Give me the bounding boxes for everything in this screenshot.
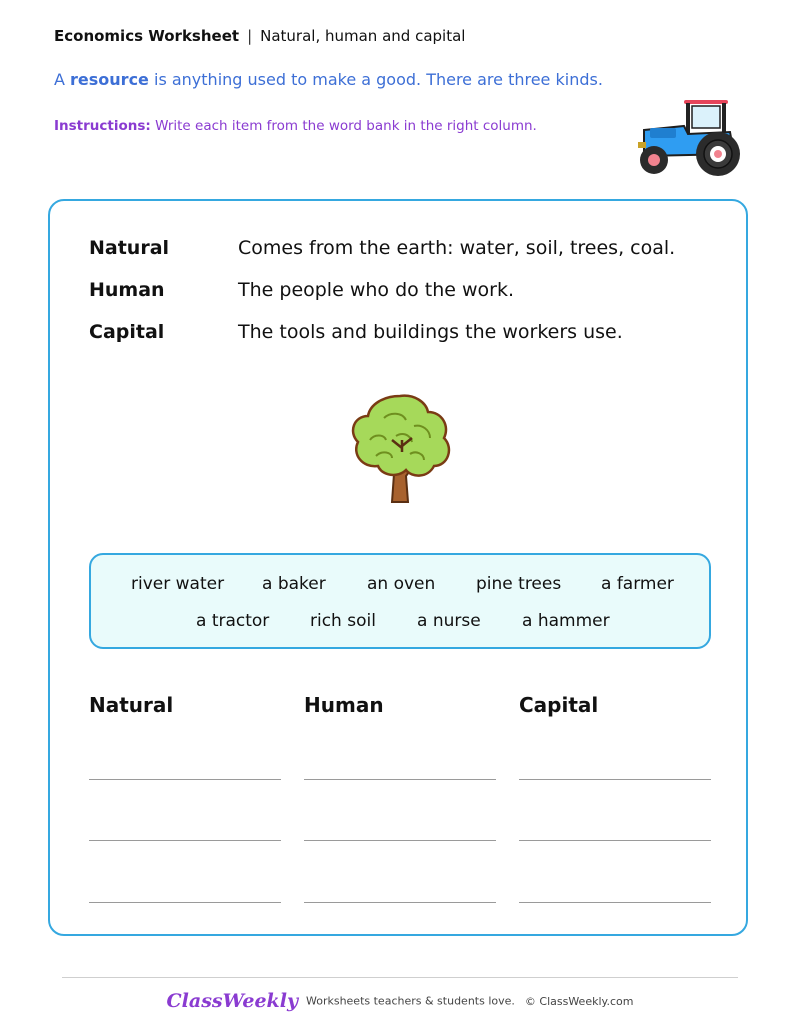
word-bank-item: an oven: [367, 574, 436, 594]
word-bank-item: river water: [131, 574, 225, 594]
answer-line-human-1[interactable]: [304, 779, 496, 780]
footer-copyright: © ClassWeekly.com: [524, 994, 634, 1008]
intro-prefix: A: [54, 70, 71, 89]
word-bank-item: a tractor: [196, 611, 270, 631]
answer-line-natural-1[interactable]: [89, 779, 281, 780]
footer-divider: [62, 977, 738, 978]
word-bank: [89, 553, 711, 649]
definition-text: Comes from the earth: water, soil, trees, coal.: [238, 237, 676, 259]
answer-line-natural-2[interactable]: [89, 840, 281, 841]
word-bank-item: a hammer: [522, 611, 610, 631]
instructions-label: Instructions:: [54, 118, 151, 134]
answer-line-human-3[interactable]: [304, 902, 496, 903]
column-heading-capital: Capital: [519, 693, 599, 717]
worksheet-subtitle: Natural, human and capital: [260, 27, 466, 45]
word-bank-item: a farmer: [601, 574, 674, 594]
brand-logo: ClassWeekly: [166, 990, 298, 1012]
answer-line-human-2[interactable]: [304, 840, 496, 841]
answer-line-capital-3[interactable]: [519, 902, 711, 903]
worksheet-header: [54, 27, 465, 45]
word-bank-item: rich soil: [310, 611, 376, 631]
intro-sentence: [54, 70, 603, 89]
instructions-text: Write each item from the word bank in the right column.: [150, 118, 537, 134]
definition-text: The tools and buildings the workers use.: [238, 321, 623, 343]
answer-line-capital-2[interactable]: [519, 840, 711, 841]
worksheet-title: Economics Worksheet: [54, 27, 240, 45]
instructions: [54, 118, 537, 134]
intro-keyword: resource: [70, 70, 149, 89]
definition-term: Human: [89, 279, 165, 301]
word-bank-item: a baker: [262, 574, 326, 594]
word-bank-item: pine trees: [476, 574, 562, 594]
header-separator: |: [247, 27, 253, 45]
footer-tagline: Worksheets teachers & students love.: [305, 994, 515, 1008]
intro-rest: is anything used to make a good. There are three kinds.: [148, 70, 603, 89]
answer-line-capital-1[interactable]: [519, 779, 711, 780]
tractor-icon: [632, 96, 744, 180]
column-heading-natural: Natural: [89, 693, 174, 717]
footer: [0, 990, 800, 1012]
column-heading-human: Human: [304, 693, 384, 717]
definition-term: Natural: [89, 237, 170, 259]
answer-line-natural-3[interactable]: [89, 902, 281, 903]
tree-icon: [344, 392, 456, 510]
definition-term: Capital: [89, 321, 165, 343]
definition-text: The people who do the work.: [238, 279, 515, 301]
word-bank-item: a nurse: [417, 611, 481, 631]
